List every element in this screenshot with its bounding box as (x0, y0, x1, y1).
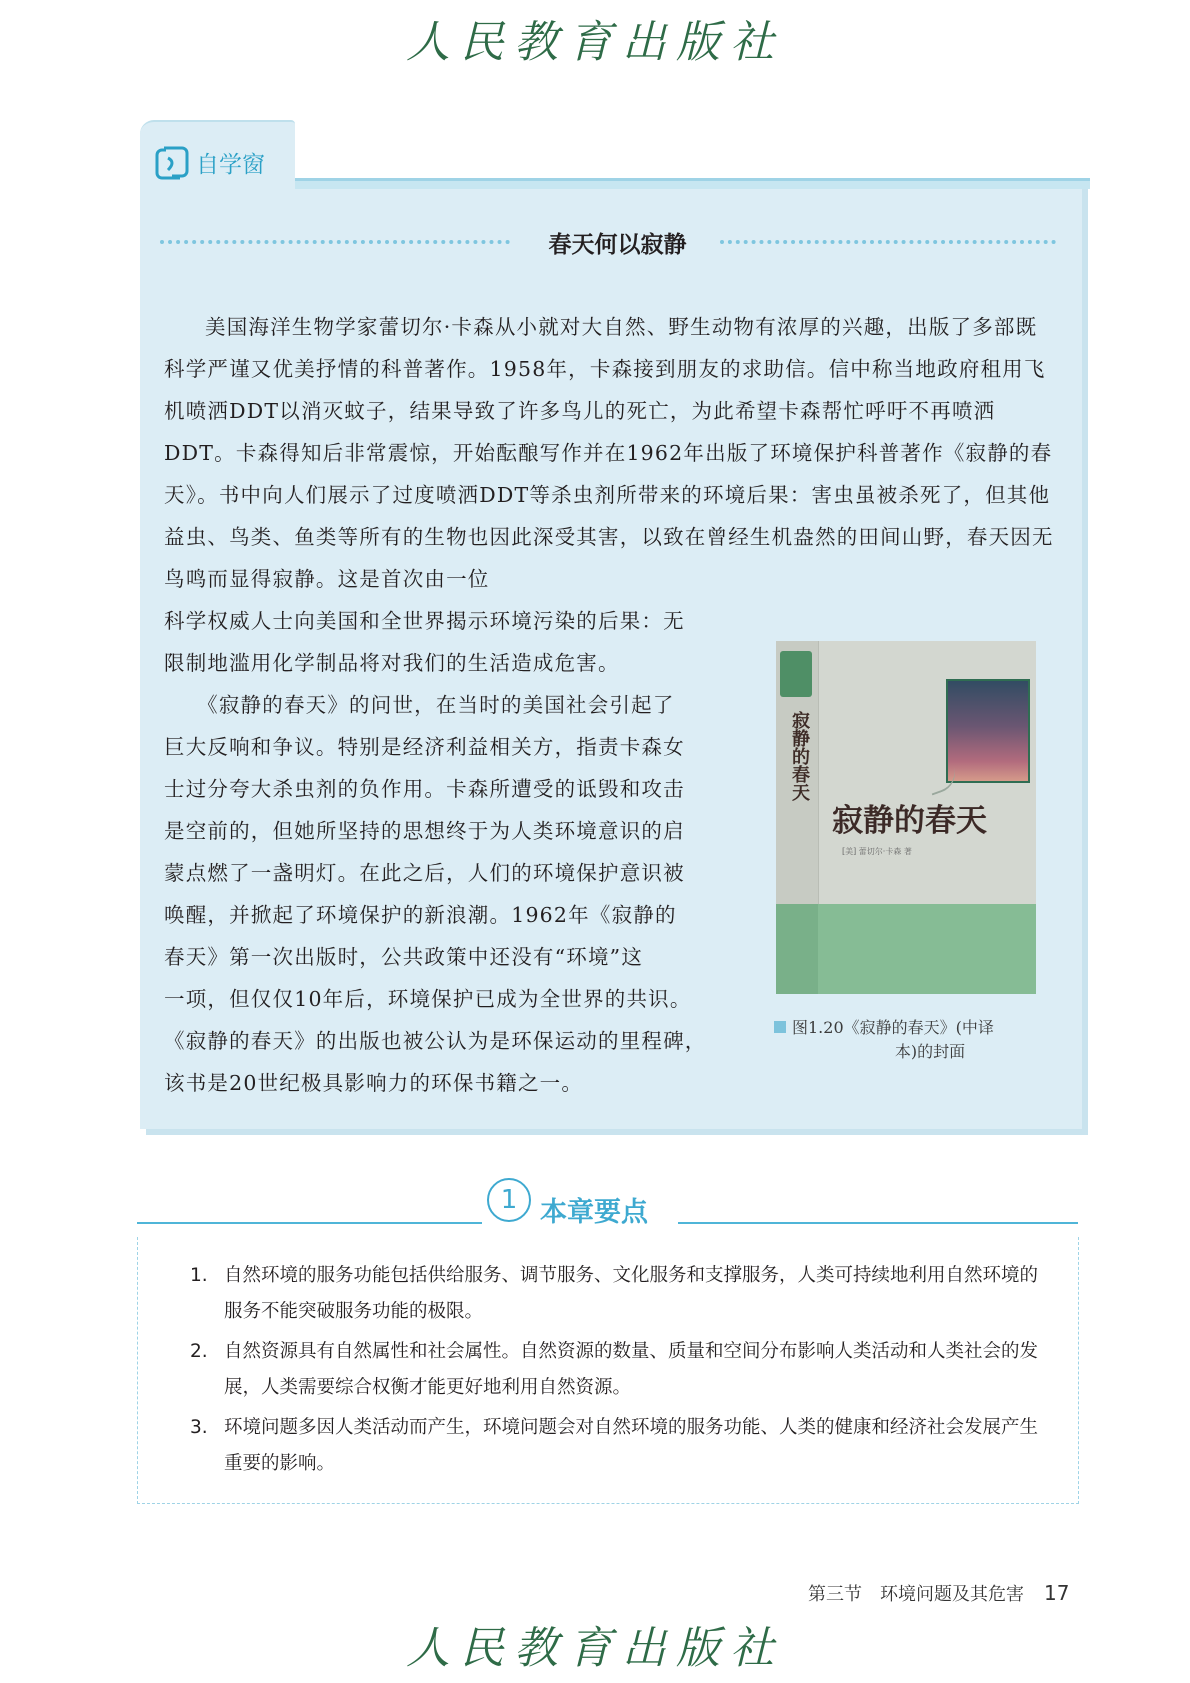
self-study-tab (140, 120, 295, 192)
spine-band (776, 904, 818, 994)
title-dots-right (720, 240, 1056, 244)
self-study-title: 春天何以寂静 (548, 231, 687, 258)
figure-caption (774, 1016, 1036, 1064)
item-text: 自然资源具有自然属性和社会属性。自然资源的数量、质量和空间分布影响人类活动和人类社会的发展，人类需要综合权衡才能更好地利用自然资源。 (224, 1341, 1039, 1398)
keypoints-heading: 本章要点 (540, 1197, 648, 1228)
text-line: 士过分夸大杀虫剂的负作用。卡森所遭受的诋毁和攻击 (164, 777, 685, 801)
list-item (190, 1410, 1040, 1482)
keypoints-rule-left (137, 1222, 482, 1224)
item-number: 1. (190, 1265, 208, 1286)
paragraph-1: 美国海洋生物学家蕾切尔·卡森从小就对大自然、野生动物有浓厚的兴趣，出版了多部既科学严谨又优美抒情的科普著作。1958年，卡森接到朋友的求助信。信中称当地政府租用飞机喷洒DDT以消灭蚊子，结果导致了许多鸟儿的死亡，为此希望卡森帮忙呼吁不再喷洒DDT。卡森得知后非常震惊，开始酝酿写作并在1962年出版了环境保护科普著作《寂静的春天》。书中向人们展示了过度喷洒DDT等杀虫剂所带来的环境后果：害虫虽被杀死了，但其他益虫、鸟类、鱼类等所有的生物也因此深受其害，以致在曾经生机盎然的田间山野，春天因无鸟鸣而显得寂静。这是首次由一位 (164, 315, 1054, 591)
text-line: 春天》第一次出版时，公共政策中还没有“环境”这 (164, 945, 644, 969)
keypoints-rule-right (678, 1222, 1078, 1224)
text-line: 蒙点燃了一盏明灯。在此之后，人们的环境保护意识被 (164, 861, 685, 885)
panel-top-border (293, 178, 1090, 189)
text-line: 一项，但仅仅10年后，环境保护已成为全世界的共识。 (164, 987, 692, 1011)
item-number: 3. (190, 1417, 208, 1438)
book-spine (776, 641, 819, 994)
cover-author: [美] 蕾切尔·卡森 著 (842, 847, 912, 856)
text-line: 《寂静的春天》的问世，在当时的美国社会引起了 (164, 693, 675, 717)
text-line: 唤醒，并掀起了环境保护的新浪潮。1962年《寂静的 (164, 903, 677, 927)
book-cover-image (776, 641, 1036, 994)
section-title: 第三节 环境问题及其危害 (808, 1584, 1024, 1605)
spine-badge (780, 651, 812, 697)
page-footer (808, 1580, 1069, 1606)
title-dots-left (160, 240, 510, 244)
item-text: 环境问题多因人类活动而产生，环境问题会对自然环境的服务功能、人类的健康和经济社会发展产生重要的影响。 (224, 1417, 1039, 1474)
self-study-body (164, 306, 1054, 600)
text-line: 是空前的，但她所坚持的思想终于为人类环境意识的启 (164, 819, 685, 843)
publisher-logo-top: 人民教育出版社 (406, 17, 784, 68)
list-item (190, 1258, 1040, 1330)
caption-line-1: 图1.20《寂静的春天》(中译 (792, 1018, 994, 1037)
cover-painting (946, 679, 1030, 783)
publisher-logo-bottom: 人民教育出版社 (406, 1623, 784, 1674)
self-study-tab-label: 自学窗 (196, 152, 265, 178)
caption-marker-icon (774, 1021, 786, 1033)
spine-title: 寂静的春天 (789, 711, 810, 801)
cover-band (818, 904, 1036, 994)
text-line: 该书是20世纪极具影响力的环保书籍之一。 (164, 1071, 584, 1095)
text-line: 科学权威人士向美国和全世界揭示环境污染的后果：无 (164, 609, 685, 633)
item-text: 自然环境的服务功能包括供给服务、调节服务、文化服务和支撑服务，人类可持续地利用自然环境的服务不能突破服务功能的极限。 (224, 1265, 1039, 1322)
keypoints-number-badge: 1 (487, 1178, 531, 1222)
self-study-icon (154, 144, 190, 182)
keypoints-list (190, 1258, 1040, 1486)
page-number: 17 (1044, 1581, 1070, 1605)
caption-line-2: 本)的封面 (894, 1042, 966, 1061)
text-line: 巨大反响和争议。特别是经济利益相关方，指责卡森女 (164, 735, 685, 759)
text-line: 限制地滥用化学制品将对我们的生活造成危害。 (164, 651, 620, 675)
text-line: 《寂静的春天》的出版也被公认为是环保运动的里程碑， (164, 1029, 707, 1053)
list-item (190, 1334, 1040, 1406)
wrapped-text-column (164, 600, 744, 1104)
cover-title: 寂静的春天 (832, 803, 987, 839)
item-number: 2. (190, 1341, 208, 1362)
